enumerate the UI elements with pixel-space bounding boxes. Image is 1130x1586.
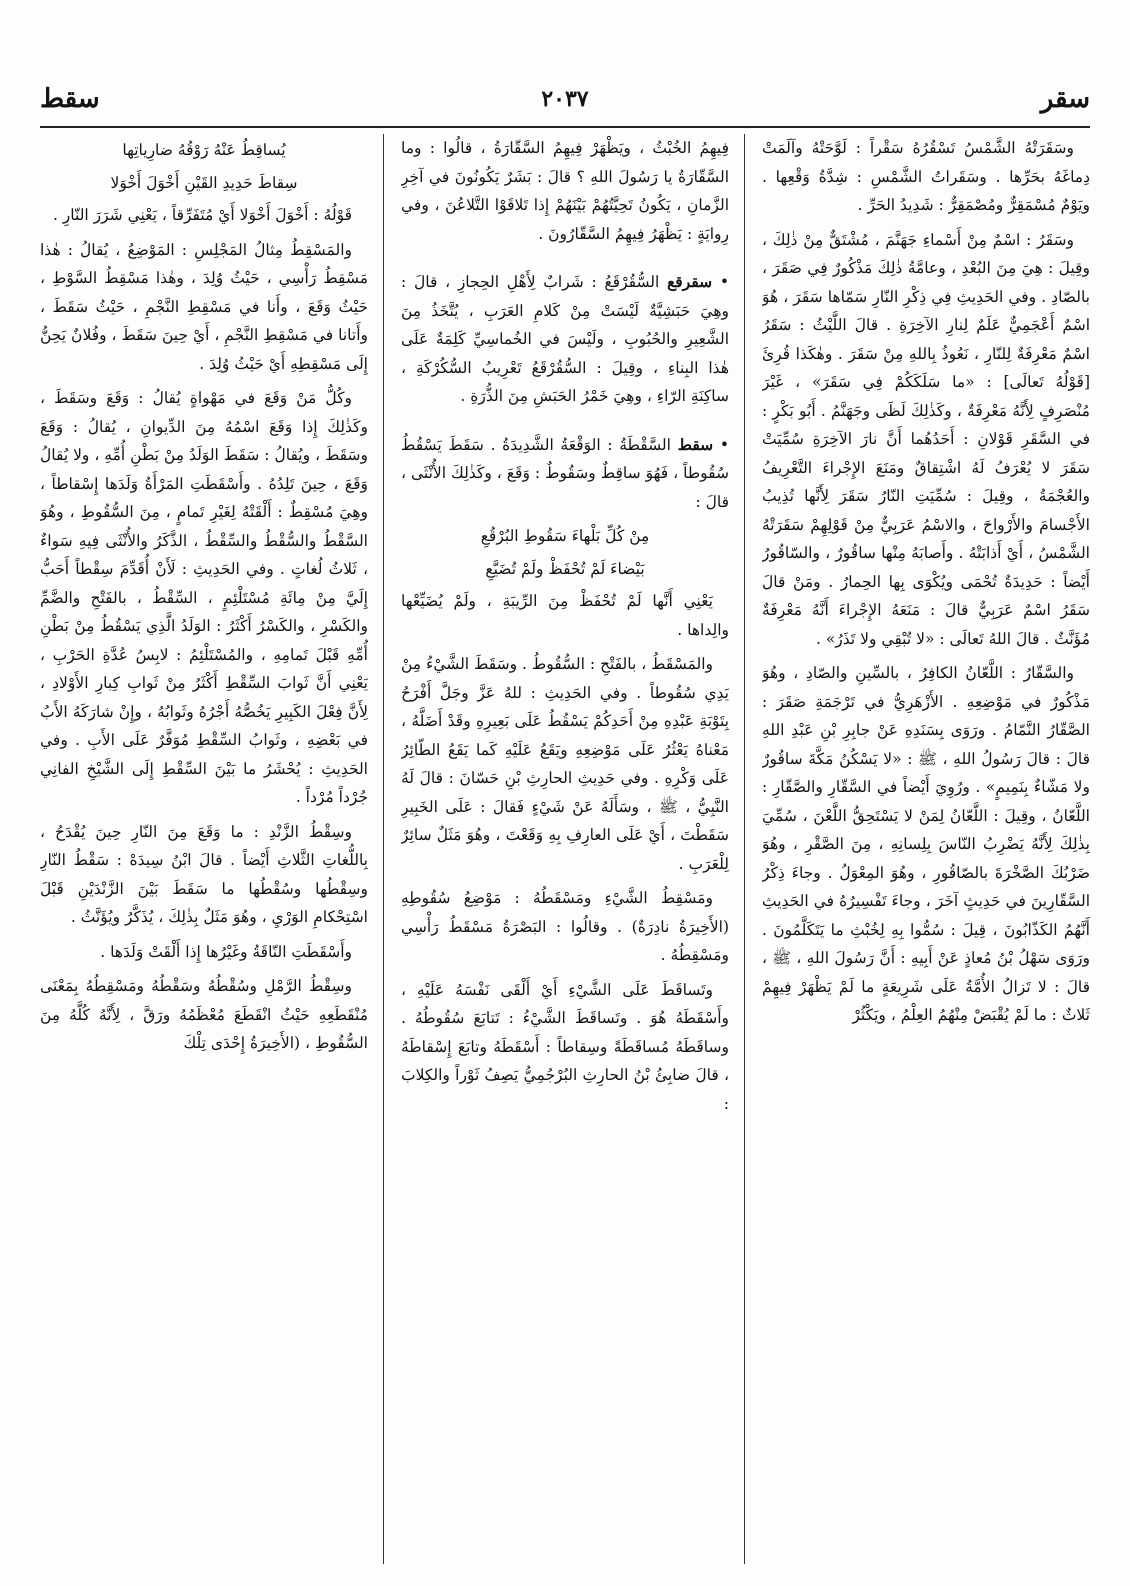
entry-paragraph bbox=[401, 431, 729, 517]
text-paragraph: والمَسْقَطُ ، بالفَتْحِ : السُّقُوطُ . وسَقَطَ الشَّيْءُ مِنْ يَدِي سُقُوطاً . وفي الحَدِيثِ : للهُ عَزَّ وجَلَّ أَفْرَحُ بِتَوْبَةِ عَبْدِهِ مِنْ أَحَدِكُمْ يَسْقُطُ عَلَى بَعِيرِهِ وقَدْ أَضَلَّهُ ، مَعْناهُ يَعْثُرُ عَلَى مَوْضِعِهِ ويَقَعُ عَلَيْهِ كَما يَقَعُ الطّائِرُ عَلَى وَكْرِهِ . وفي حَدِيثِ الحارِثِ بْنِ حَسّانَ : قالَ لَهُ النَّبِيُّ ، ﷺ ، وسَأَلَهُ عَنْ شَيْءٍ فَقالَ : عَلَى الخَبِيرِ سَقَطْتَ ، أَيْ عَلَى العارِفِ بِهِ وَقَعْتَ ، وهُوَ مَثَلٌ سائِرٌ لِلْعَرَبِ . bbox=[401, 655, 729, 873]
column-middle bbox=[401, 134, 729, 1564]
column-left bbox=[40, 134, 368, 1564]
page-number: ٢٠٣٧ bbox=[541, 86, 589, 112]
text-paragraph: فِيهِمُ الخُبْثُ ، ويَظْهَرْ فِيهِمُ السَّقّارَةُ ، قالُوا : وما السَّقّارَةُ يا رَسُولَ اللهِ ؟ قالَ : بَشَرٌ يَكُونُونَ في آخِرِ الزَّمانِ ، يَكُونُ تَحِيَّتُهُمْ بَيْنَهُمْ إِذا تَلاقَوْا التَّلاعُنَ ، وفي رِوايَةٍ : يَظْهَرُ فِيهِمُ السَّقّارُونَ . bbox=[401, 139, 729, 243]
text-paragraph: والسَّقّارُ : اللَّعّانُ الكافِرُ ، بالسِّينِ والصّادِ ، وهُوَ مَذْكُورٌ في مَوْضِعِهِ . الأَزْهَرِيُّ في تَرْجَمَةِ صَقَرَ : الصَّقّارُ النَّمّامُ . ورَوَى بِسَنَدِهِ عَنْ جابِرِ بْنِ عَبْدِ اللهِ قالَ : قالَ رَسُولُ اللهِ ، ﷺ : «لا يَسْكُنُ مَكَّةَ ساقُورٌ ولا مَشّاءٌ بِنَمِيمٍ» . ورُوِيَ أَيْضاً في السَّقّارِ والصَّقّارِ : اللَّعّانُ ، وقِيلَ : اللَّعّانُ لِمَنْ لا يَسْتَحِقُّ اللَّعْنَ ، سُمِّيَ بِذٰلِكَ لِأَنَّهُ يَضْرِبُ النّاسَ بِلِسانِهِ ، مِنَ الصَّقْرِ ، وهُوَ ضَرْبُكَ الصَّخْرَةَ بالصّاقُورِ ، وهُوَ المِعْوَلُ . وجاءَ ذِكْرُ السَّقّارِينَ في حَدِيثٍ آخَرَ ، وجاءَ تَفْسِيرُهُ في الحَدِيثِ أَنَّهُمُ الكَذّابُونَ ، قِيلَ : سُمُّوا بِهِ لِخُبْثِ ما يَتَكَلَّمُونَ . ورَوَى سَهْلُ بْنُ مُعاذٍ عَنْ أَبِيهِ : أَنَّ رَسُولَ اللهِ ، ﷺ ، قالَ : لا تَزالُ الأُمَّةُ عَلَى شَرِيعَةٍ ما لَمْ يَظْهَرْ فِيهِمْ ثَلاثٌ : ما لَمْ يُقْبَضْ مِنْهُمُ العِلْمُ ، ويَكْثُرْ bbox=[762, 664, 1090, 1024]
text-paragraph: قَوْلُهُ : أَخْوَلَ أَخْوَلا أَيْ مُتَفَرِّقاً ، يَعْنِي شَرَرَ النّارِ . bbox=[52, 206, 352, 224]
entry-headword: سقط bbox=[677, 434, 714, 454]
column-divider bbox=[744, 134, 745, 1564]
entry-marker: • bbox=[712, 273, 729, 291]
header-rule bbox=[40, 126, 1090, 128]
text-paragraph: وتَساقَطَ عَلَى الشَّيْءِ أَيْ أَلْقَى نَفْسَهُ عَلَيْهِ ، وأَسْقَطَهُ هُوَ . وتَساقَطَ الشَّيْءُ : تَتابَعَ سُقُوطُهُ . وساقَطَهُ مُساقَطَةً وسِقاطاً : أَسْقَطَهُ وتابَعَ إِسْقاطَهُ ، قالَ ضابِئُ بْنُ الحارِثِ البُرْجُمِيُّ يَصِفُ ثَوْراً والكِلابَ : bbox=[401, 980, 729, 1113]
text-paragraph: وسِقْطُ الزَّنْدِ : ما وَقَعَ مِنَ النّارِ حِينَ يُقْدَحُ ، بِاللُّغاتِ الثَّلاثِ أَيْضاً . قالَ ابْنُ سِيدَهْ : سَقْطُ النّارِ وسِقْطُها وسُقْطُها ما سَقَطَ بَيْنَ الزَّنْدَيْنِ قَبْلَ اسْتِحْكامِ الوَرْيِ ، وهُوَ مَثَلٌ بِذٰلِكَ ، يُذَكَّرُ ويُؤَنَّثُ . bbox=[40, 822, 368, 926]
verse-line: مِنْ كُلِّ بَلْهاءَ سَقُوطِ البُرْقُعِ bbox=[480, 527, 650, 545]
header-headword-left: سقط bbox=[40, 84, 100, 114]
text-paragraph: يَعْنِي أَنَّها لَمْ تُحْفَظْ مِنَ الرِّيبَةِ ، ولَمْ يُضَيِّعْها والِداها . bbox=[401, 592, 729, 639]
verse-line: بَيْضاءَ لَمْ تُحْفَظْ ولَمْ تُضَيَّعِ bbox=[485, 559, 645, 578]
text-paragraph: وكُلُّ مَنْ وَقَعَ في مَهْواةٍ يُقالُ : وَقَعَ وسَقَطَ ، وكَذٰلِكَ إِذا وَقَعَ اسْمُهُ مِنَ الدِّيوانِ ، يُقالُ : وَقَعَ وسَقَطَ ، ويُقالُ : سَقَطَ الوَلَدُ مِنْ بَطْنِ أُمِّهِ ، ولا يُقالُ وَقَعَ ، حِينَ تَلِدُهُ . وأَسْقَطَتِ المَرْأَةُ وَلَدَها إِسْقاطاً ، وهِيَ مُسْقِطٌ : أَلْقَتْهُ لِغَيْرِ تَمامٍ ، مِنَ السُّقُوطِ ، وهُوَ السَّقْطُ والسُّقْطُ والسِّقْطُ ، الذَّكَرُ والأُنْثَى فِيهِ سَواءٌ ، ثَلاثُ لُغاتٍ . وفي الحَدِيثِ : لَأَنْ أُقَدِّمَ سِقْطاً أَحَبُّ إِلَيَّ مِنْ مِائَةِ مُسْتَلْئِمٍ ، السِّقْطُ ، بالفَتْحِ والضَّمِّ والكَسْرِ ، والكَسْرُ أَكْثَرُ : الوَلَدُ الَّذِي يَسْقُطُ مِنْ بَطْنِ أُمِّهِ قَبْلَ تَمامِهِ ، والمُسْتَلْئِمُ : لابِسُ عُدَّةِ الحَرْبِ ، يَعْنِي أَنَّ ثَوابَ السِّقْطِ أَكْثَرُ مِنْ ثَوابِ كِبارِ الأَوْلادِ ، لِأَنَّ فِعْلَ الكَبِيرِ يَخُصُّهُ أَجْرُهُ وثَوابُهُ ، وإِنْ شارَكَهُ الأَبُ في بَعْضِهِ ، وثَوابُ السِّقْطِ مُوَفَّرٌ عَلَى الأَبِ . وفي الحَدِيثِ : يُحْشَرُ ما بَيْنَ السِّقْطِ إِلَى الشَّيْخِ الفانِي جُرْداً مُرْداً . bbox=[40, 389, 368, 806]
text-paragraph: وأَسْقَطَتِ النّاقَةُ وغَيْرُها إِذا أَلْقَتْ وَلَدَها . bbox=[100, 942, 352, 961]
text-paragraph: والمَسْقِطُ مِثالُ المَجْلِسِ : المَوْضِعُ ، يُقالُ : هٰذا مَسْقِطُ رَأْسِي ، حَيْثُ وُلِدَ ، وهٰذا مَسْقِطُ السَّوْطِ ، حَيْثُ وَقَعَ ، وأَنا في مَسْقِطِ النَّجْمِ ، حَيْثُ سَقَطَ ، وأَتانا في مَسْقِطِ النَّجْمِ ، أَيْ حِينَ سَقَطَ ، وفُلانٌ يَحِنُّ إِلَى مَسْقِطِهِ أَيْ حَيْثُ وُلِدَ . bbox=[40, 240, 368, 373]
page-header bbox=[40, 84, 1090, 128]
text-paragraph: وسِقْطُ الرَّمْلِ وسُقْطُهُ وسَقْطُهُ ومَسْقِطُهُ بِمَعْنَى مُنْقَطَعِهِ حَيْثُ انْقَطَعَ مُعْظَمُهُ ورَقَّ ، لِأَنَّهُ كُلَّهُ مِنَ السُّقُوطِ ، (الأَخِيرَةُ إِحْدَى تِلْكَ bbox=[40, 977, 368, 1052]
text-paragraph: وسَقَرُ : اسْمٌ مِنْ أَسْماءِ جَهَنَّمَ ، مُشْتَقٌّ مِنْ ذٰلِكَ ، وقِيلَ : هِيَ مِنَ البُعْدِ ، وعامَّةُ ذٰلِكَ مَذْكُورٌ فِي صَقَرَ ، بالصّادِ . وفي الحَدِيثِ فِي ذِكْرِ النّارِ سَمّاها سَقَرَ ، هُوَ اسْمٌ أَعْجَمِيٌّ عَلَمٌ لِنارِ الآخِرَةِ . قالَ اللَّيْثُ : سَقَرُ اسْمٌ مَعْرِفَةٌ لِلنّارِ ، نَعُوذُ بِاللهِ مِنْ سَقَرَ . وهٰكَذا قُرِئَ [قَوْلُهُ تَعالَى] : «ما سَلَكَكُمْ فِي سَقَرَ» ، غَيْرَ مُنْصَرِفٍ لِأَنَّهُ مَعْرِفَةٌ ، وكَذٰلِكَ لَظَى وجَهَنَّمُ . أَبُو بَكْرٍ : في السَّقَرِ قَوْلانِ : أَحَدُهُما أَنَّ نارَ الآخِرَةِ سُمِّيَتْ سَقَرَ لا يُعْرَفُ لَهُ اشْتِقاقٌ ومَنَعَ الإِجْراءَ التَّعْرِيفُ والعُجْمَةُ ، وقِيلَ : سُمِّيَتِ النّارُ سَقَرَ لِأَنَّها تُذِيبُ الأَجْسامَ والأَرْواحَ ، والاسْمُ عَرَبِيٌّ مِنْ قَوْلِهِمْ سَقَرَتْهُ الشَّمْسُ ، أَيْ أَذابَتْهُ . وأَصابَهُ مِنْها ساقُورٌ ، والسّاقُورُ أَيْضاً : حَدِيدَةٌ تُحْمَى ويُكْوَى بِها الحِمارُ . ومَنْ قالَ سَقَرُ اسْمٌ عَرَبِيٌّ قالَ : مَنَعَهُ الإِجْراءَ أَنَّهُ مَعْرِفَةٌ مُؤَنَّثٌ . قالَ اللهُ تَعالَى : «لا تُبْقِي ولا تَذَرُ» . bbox=[762, 230, 1090, 648]
entry-paragraph bbox=[401, 268, 729, 411]
text-paragraph: وسَقَرَتْهُ الشَّمْسُ تَسْقُرُهُ سَقْراً : لَوَّحَتْهُ وآلَمَتْ دِماغَهُ بحَرِّها . وسَقَراتُ الشَّمْسِ : شِدَّةُ وَقْعِها . ويَوْمٌ مُسْمَقِرٌّ ومُصْمَقِرٌّ : شَدِيدُ الحَرِّ . bbox=[762, 139, 1090, 214]
verse-line: سِقاطَ حَدِيدِ القَيْنِ أَخْوَلَ أَخْوَلا bbox=[110, 173, 298, 192]
text-paragraph: ومَسْقِطُ الشَّيْءِ ومَسْقَطُهُ : مَوْضِعُ سُقُوطِهِ (الأَخِيرَةُ نادِرَةٌ) . وقالُوا : البَصْرَةُ مَسْقَطُ رَأْسِي ومَسْقِطُهُ . bbox=[401, 889, 729, 964]
entry-text: السُّقُرْقَعُ : شَرابٌ لِأَهْلِ الحِجازِ ، قالَ : وهِيَ حَبَشِيَّةٌ لَيْسَتْ مِنْ كَلامِ العَرَبِ ، يُتَّخَذُ مِنَ الشَّعِيرِ والحُبُوبِ ، ولَيْسَ في الخُماسِيِّ كَلِمَةٌ عَلَى هٰذا البِناءِ ، وقِيلَ : السُّقُرْقَعُ تَعْرِيبُ السُّكُرْكَةِ ، ساكِنَةِ الرّاءِ ، وهِيَ خَمْرُ الحَبَشِ مِنَ الذُّرَةِ . bbox=[401, 273, 729, 405]
header-headword-right: سقر bbox=[1040, 84, 1090, 114]
column-divider bbox=[383, 134, 384, 1564]
column-right bbox=[762, 134, 1090, 1564]
entry-headword: سقرقع bbox=[667, 272, 713, 291]
entry-text: السَّقْطَةُ : الوَقْعَةُ الشَّدِيدَةُ . سَقَطَ يَسْقُطُ سُقُوطاً ، فَهُوَ ساقِطٌ وسَقُوطٌ : وَقَعَ ، وكَذٰلِكَ الأُنْثَى ، قالَ : bbox=[401, 435, 729, 511]
entry-marker: • bbox=[713, 435, 729, 454]
text-columns bbox=[40, 134, 1090, 1564]
verse-line: يُساقِطُ عَنْهُ رَوْقُهُ ضارِياتِها bbox=[122, 141, 286, 159]
